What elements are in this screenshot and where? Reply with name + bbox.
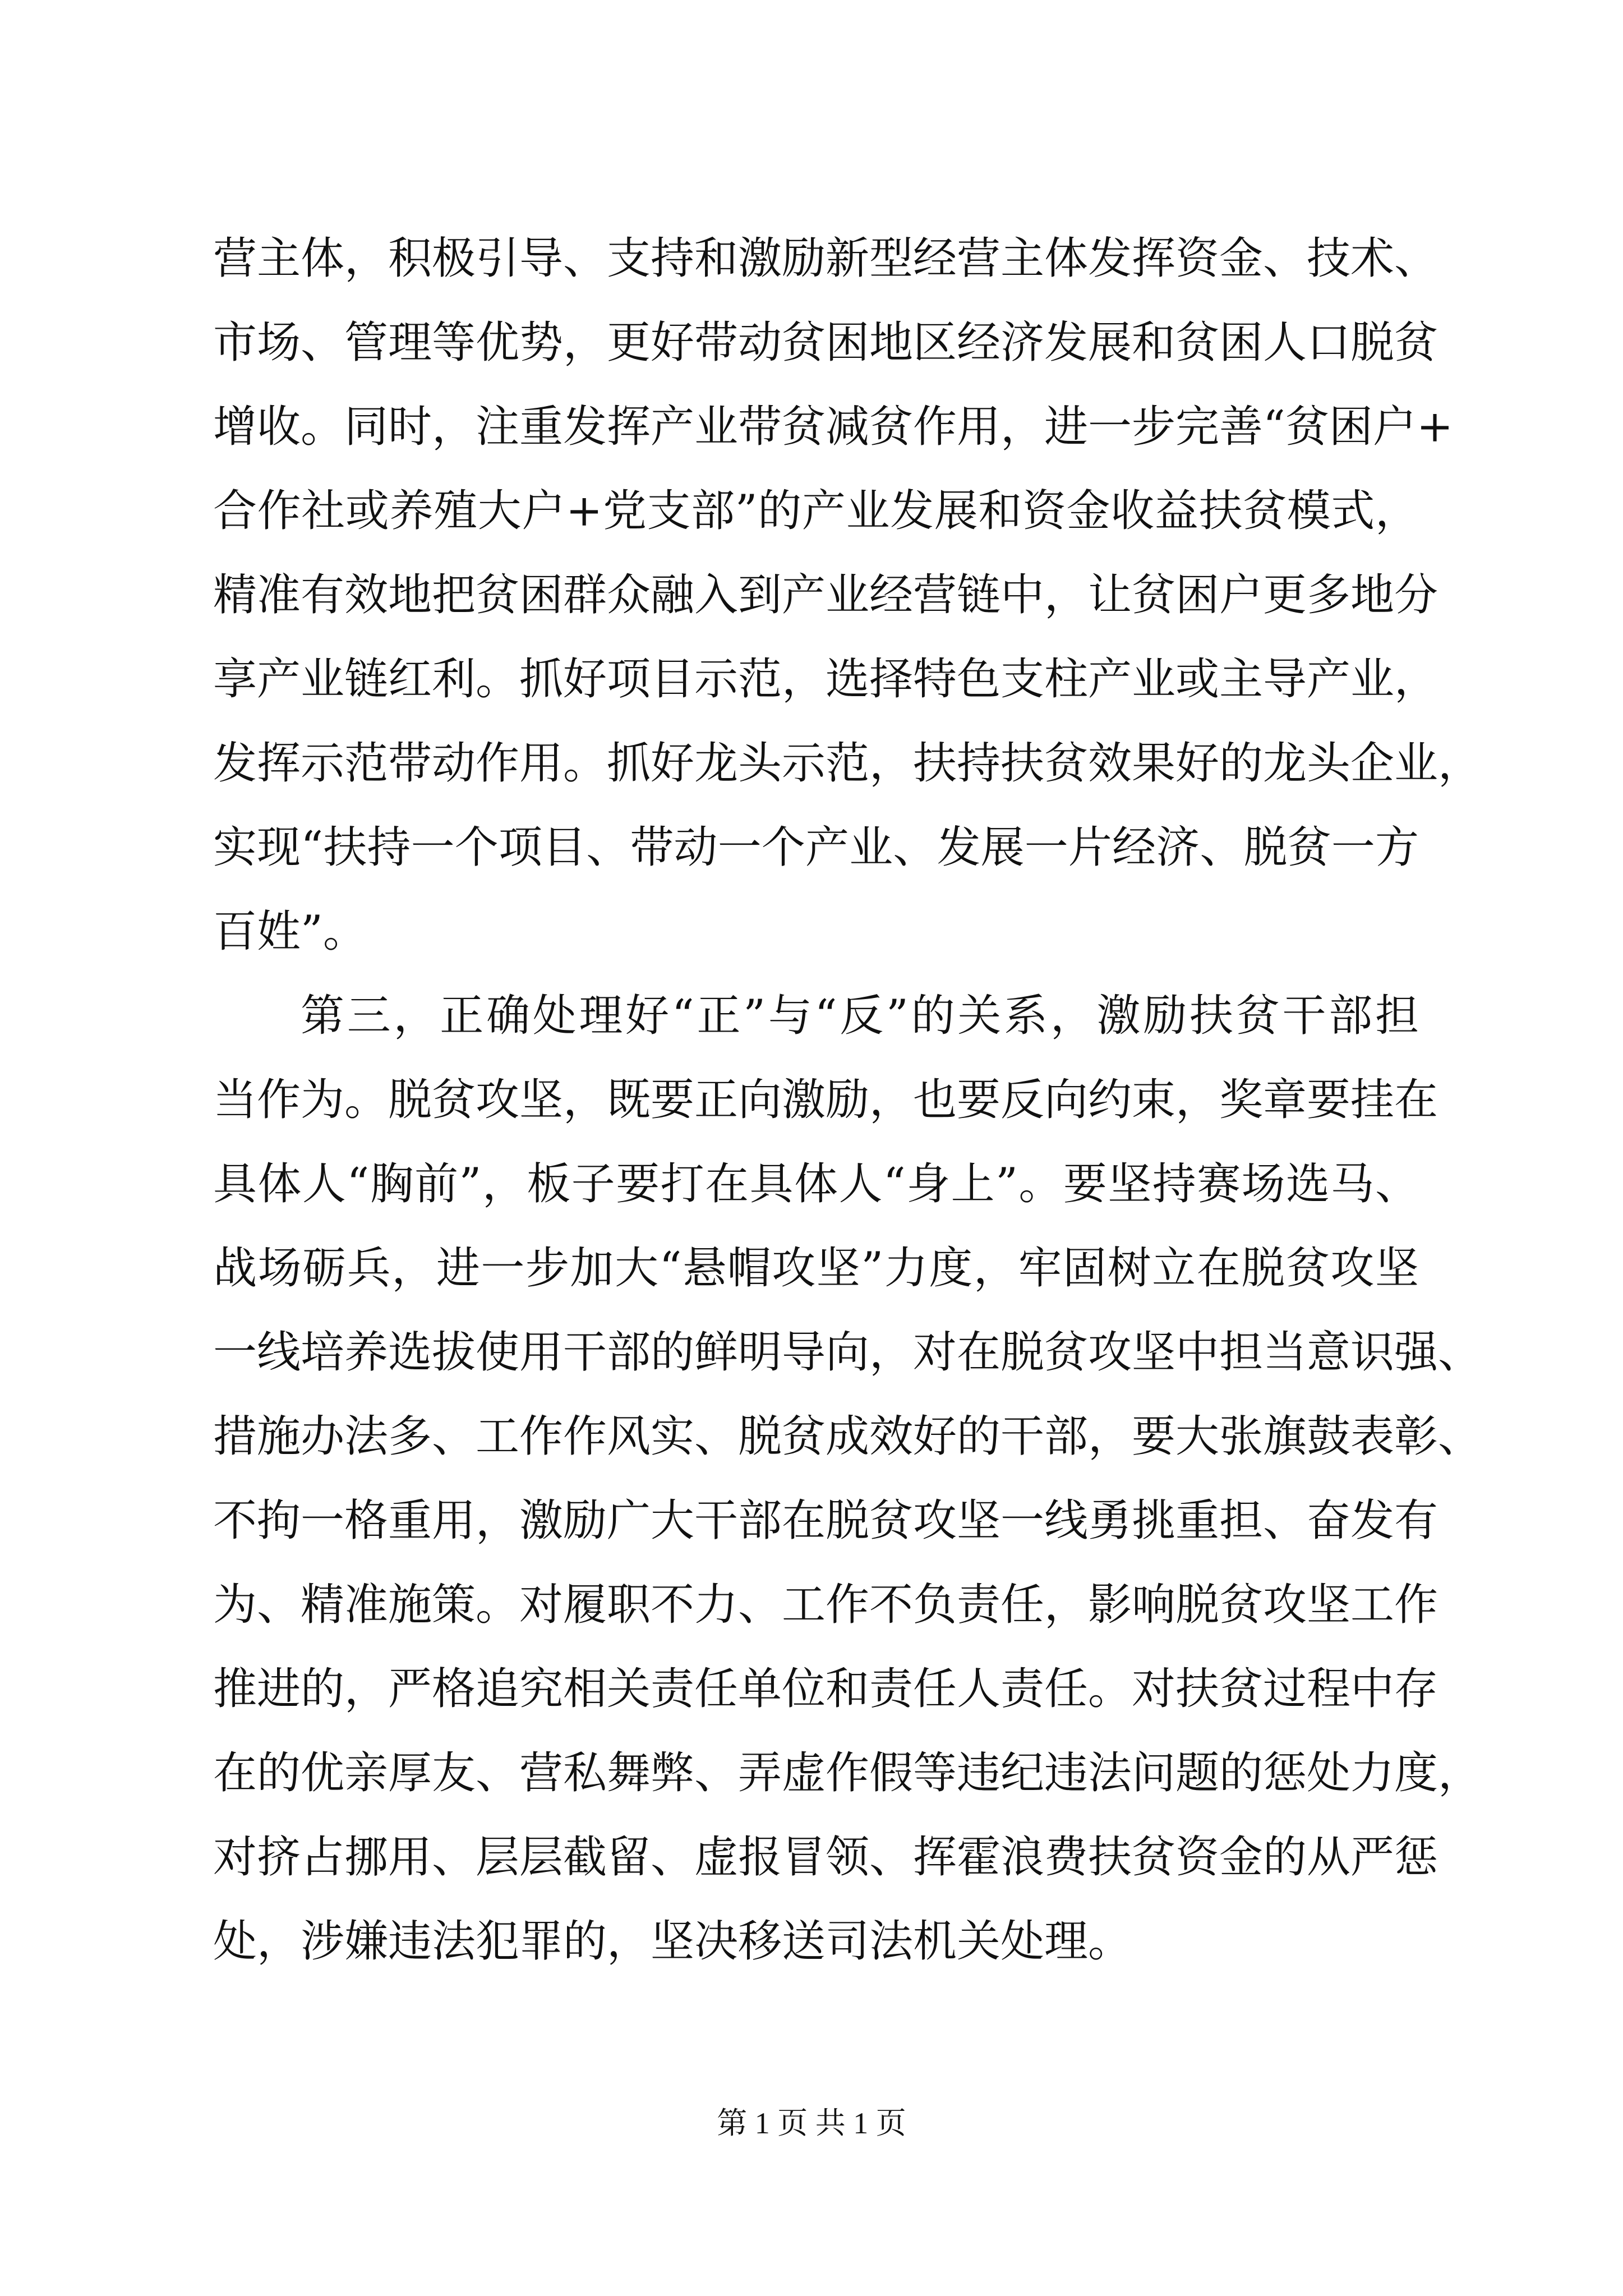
- text-line: 在的优亲厚友、营私舞弊、弄虚作假等违纪违法问题的惩处力度，: [213, 1748, 1482, 1798]
- page-footer: [0, 2101, 1623, 2146]
- text-line: 战场砺兵，进一步加大“悬帽攻坚”力度，牢固树立在脱贫攻坚: [213, 1243, 1419, 1294]
- text-line: 合作社或养殖大户+党支部”的产业发展和资金收益扶贫模式，: [213, 486, 1419, 536]
- text-line: 市场、管理等优势，更好带动贫困地区经济发展和贫困人口脱贫: [213, 318, 1438, 368]
- text-line: 实现“扶持一个项目、带动一个产业、发展一片经济、脱贫一方: [213, 822, 1419, 873]
- text-line: 为、精准施策。对履职不力、工作不负责任，影响脱贫攻坚工作: [213, 1580, 1438, 1630]
- text-line: 措施办法多、工作作风实、脱贫成效好的干部，要大张旗鼓表彰、: [213, 1411, 1482, 1462]
- text-line: 享产业链红利。抓好项目示范，选择特色支柱产业或主导产业，: [213, 654, 1438, 705]
- text-line: 一线培养选拔使用干部的鲜明导向，对在脱贫攻坚中担当意识强、: [213, 1327, 1482, 1378]
- document-body: [213, 217, 1482, 1984]
- paragraph-1: [213, 217, 1482, 974]
- text-line: 当作为。脱贫攻坚，既要正向激励，也要反向约束，奖章要挂在: [213, 1075, 1438, 1125]
- text-line: 增收。同时，注重发挥产业带贫减贫作用，进一步完善“贫困户+: [213, 402, 1454, 452]
- page-number-label: 第 1 页 共 1 页: [717, 2106, 906, 2140]
- text-line: 第三，正确处理好“正”与“反”的关系，激励扶贫干部担: [301, 991, 1419, 1041]
- text-line: 百姓”。: [213, 907, 367, 957]
- text-line: 精准有效地把贫困群众融入到产业经营链中，让贫困户更多地分: [213, 570, 1438, 620]
- text-line: 不拘一格重用，激励广大干部在脱贫攻坚一线勇挑重担、奋发有: [213, 1496, 1438, 1546]
- text-line: 对挤占挪用、层层截留、虚报冒领、挥霍浪费扶贫资金的从严惩: [213, 1832, 1438, 1883]
- text-line: 处，涉嫌违法犯罪的，坚决移送司法机关处理。: [213, 1916, 1132, 1967]
- text-line: 具体人“胸前”，板子要打在具体人“身上”。要坚持赛场选马、: [213, 1159, 1419, 1209]
- paragraph-2: [213, 974, 1482, 1984]
- text-line: 营主体，积极引导、支持和激励新型经营主体发挥资金、技术、: [213, 233, 1438, 284]
- text-line: 发挥示范带动作用。抓好龙头示范，扶持扶贫效果好的龙头企业，: [213, 738, 1482, 789]
- text-line: 推进的，严格追究相关责任单位和责任人责任。对扶贫过程中存: [213, 1664, 1438, 1714]
